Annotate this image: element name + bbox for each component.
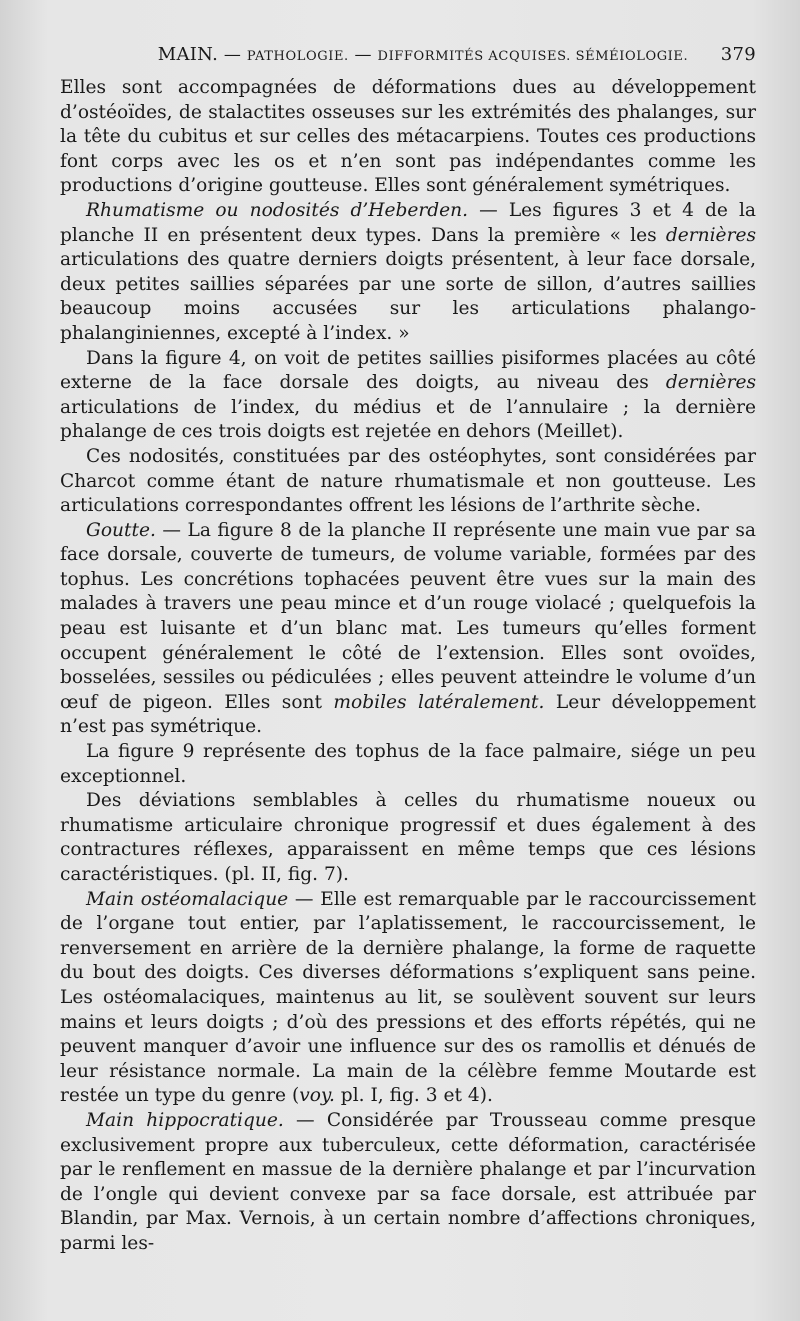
italic-text: voy.	[299, 1085, 335, 1107]
paragraph	[60, 519, 756, 740]
paragraph	[60, 740, 756, 789]
text-run: — Les figures 3 et 4 de la planche II en présentent deux types. Dans la première « les	[60, 199, 756, 246]
running-title	[60, 44, 716, 65]
body-text	[60, 76, 756, 1257]
text-run: articulations des quatre derniers doigts présentent, à leur face dorsale, deux petites saillies séparées par une sorte de sillon, d’autres saillies beaucoup moins accusées sur les articulations phalango-phalanginiennes, excepté à l’index. »	[60, 249, 756, 344]
text-run: — La figure 8 de la planche II représente une main vue par sa face dorsale, couverte de tumeurs, de volume variable, formées par des tophus. Les concrétions tophacées peuvent être vues sur la main des malades à travers une peau mince et d’un rouge violacé ; quelquefois la peau est luisante et d’un blanc mat. Les tumeurs qu’elles forment occupent généralement le côté de l’extension. Elles sont ovoïdes, bosselées, sessiles ou pédiculées ; elles peuvent atteindre le volume d’un œuf de pigeon. Elles sont	[60, 519, 756, 713]
paragraph	[60, 1109, 756, 1257]
paragraph	[60, 76, 756, 199]
italic-text: mobiles latéralement.	[333, 691, 545, 713]
paragraph	[60, 199, 756, 347]
paragraph	[60, 347, 756, 445]
text-run: La figure 9 représente des tophus de la face palmaire, siége un peu exceptionnel.	[60, 741, 756, 787]
italic-text: dernières	[665, 372, 756, 394]
text-run: Ces nodosités, constituées par des ostéophytes, sont considérées par Charcot comme étant de nature rhumatismale et non goutteuse. Les articulations correspondantes offrent les lésions de l’arthrite sèche.	[60, 445, 756, 517]
paragraph	[60, 789, 756, 887]
header-topic: DIFFORMITÉS ACQUISES. SÉMÉIOLOGIE.	[377, 49, 689, 64]
header-section: PATHOLOGIE.	[246, 49, 349, 64]
italic-text: Main hippocratique.	[86, 1109, 284, 1131]
header-dash-1: —	[223, 45, 242, 65]
italic-text: Rhumatisme ou nodosités d’Heberden.	[86, 199, 469, 221]
running-header	[60, 44, 756, 76]
text-run: articulations de l’index, du médius et de l’annulaire ; la dernière phalange de ces trois doigts est rejetée en dehors (Meillet).	[60, 396, 756, 443]
text-run: Dans la figure 4, on voit de petites saillies pisiformes placées au côté externe de la face dorsale des doigts, au niveau des	[60, 347, 756, 394]
text-run: Des déviations semblables à celles du rhumatisme noueux ou rhumatisme articulaire chronique progressif et dues également à des contractures réflexes, apparaissent en même temps que ces lésions caractéristiques. (pl. II, fig. 7).	[60, 790, 756, 885]
italic-text: dernières	[665, 224, 756, 246]
text-run: Leur développement n’est pas symétrique.	[60, 691, 757, 738]
text-run: pl. I, fig. 3 et 4).	[334, 1085, 493, 1107]
italic-text: Main ostéomalacique	[86, 888, 289, 910]
page-number: 379	[720, 44, 756, 65]
paragraph	[60, 445, 756, 519]
text-run: — Considérée par Trousseau comme presque exclusivement propre aux tuberculeux, cette déformation, caractérisée par le renflement en massue de la dernière phalange et par l’incurvation de l’ongle qui devient convexe par sa face dorsale, est attribuée par Blandin, par Max. Vernois, à un certain nombre d’affections chroniques, parmi les-	[60, 1109, 756, 1254]
header-main: MAIN.	[157, 44, 219, 65]
text-run: Elles sont accompagnées de déformations dues au développement d’ostéoïdes, de stalactites osseuses sur les extrémités des phalanges, sur la tête du cubitus et sur celles des métacarpiens. Toutes ces productions font corps avec les os et n’en sont pas indépendantes comme les productions d’origine goutteuse. Elles sont généralement symétriques.	[60, 77, 756, 197]
text-run: — Elle est remarquable par le raccourcissement de l’organe tout entier, par l’aplatissement, le raccourcissement, le renversement en arrière de la dernière phalange, la forme de raquette du bout des doigts. Ces diverses déformations s’expliquent sans peine. Les ostéomalaciques, maintenus au lit, se soulèvent souvent sur leurs mains et leurs doigts ; d’où des pressions et des efforts répétés, qui ne peuvent manquer d’avoir une influence sur des os ramollis et dénués de leur résistance normale. La main de la célèbre femme Moutarde est restée un type du genre (	[60, 888, 756, 1107]
header-dash-2: —	[354, 45, 372, 65]
italic-text: Goutte.	[86, 519, 156, 541]
paragraph	[60, 888, 756, 1109]
